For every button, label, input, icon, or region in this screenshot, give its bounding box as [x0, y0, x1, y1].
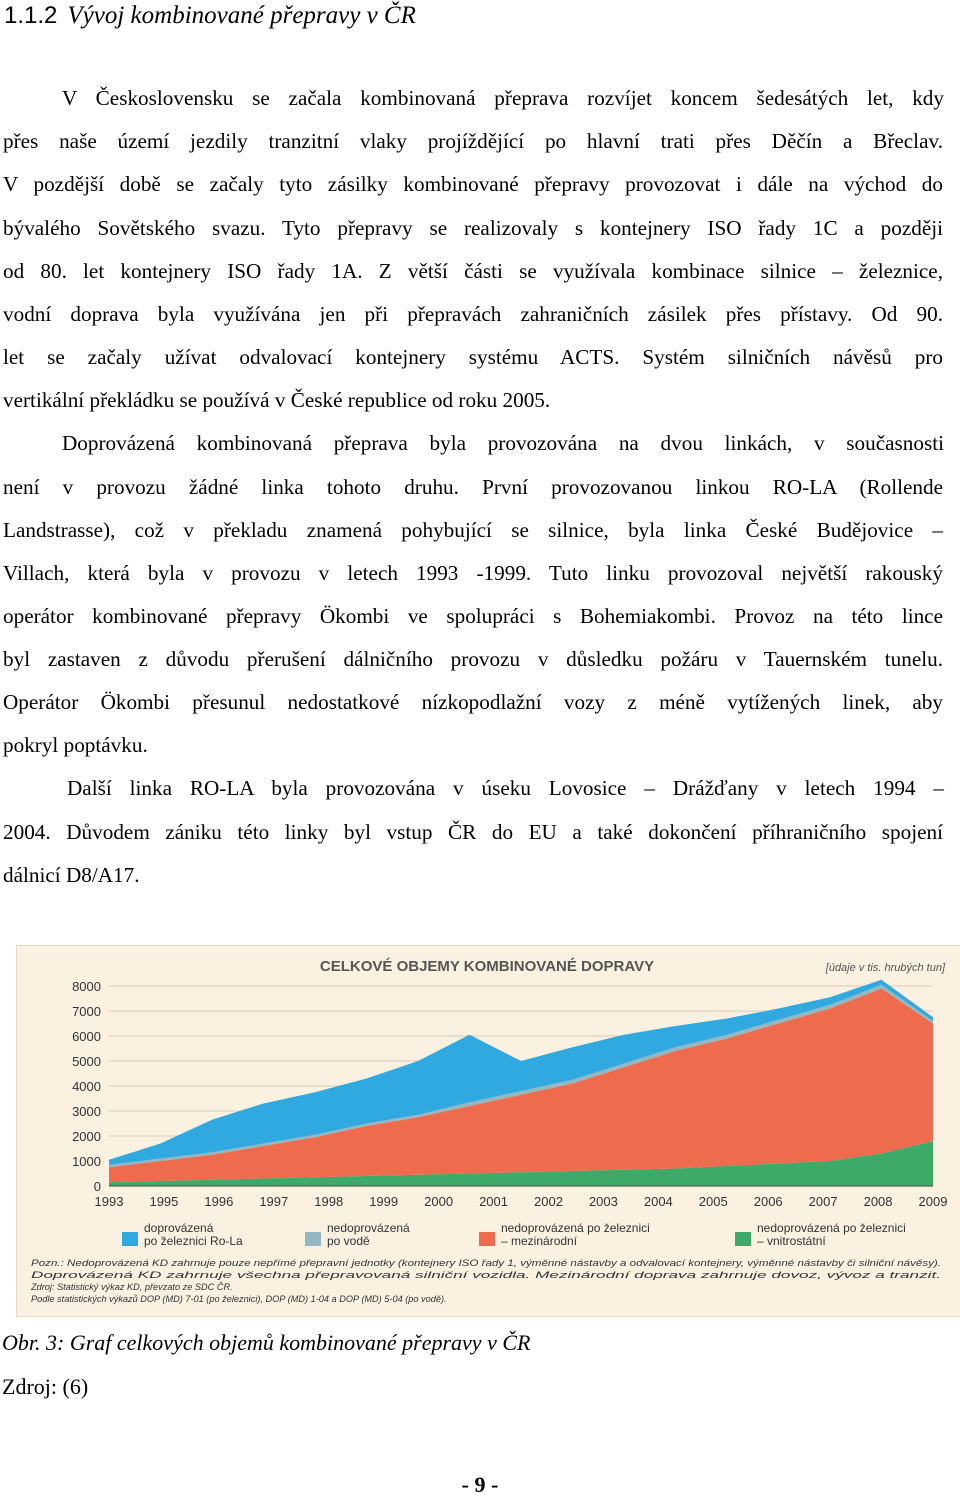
chart-note-line: Podle statistických výkazů DOP (MD) 7-01 (po železnici), DOP (MD) 1-04 a DOP (MD) 5-04 (po vodě). [31, 1294, 447, 1304]
section-number: 1.1.2 [4, 2, 58, 29]
x-tick-label: 2004 [643, 1194, 673, 1209]
legend-swatch [479, 1232, 495, 1246]
text-line: od 80. let kontejnery ISO řady 1A. Z větší části se využívala kombinace silnice – železnice, [3, 259, 943, 283]
area-chart [17, 946, 960, 1316]
text-line: byl zastaven z důvodu přerušení dálničního provozu v důsledku požáru v Tauernském tunelu. [3, 647, 943, 671]
legend-swatch [305, 1232, 321, 1246]
chart-note-line: Pozn.: Nedoprovázená KD zahrnuje pouze nepřímé přepravní jednotky (kontejnery ISO řady 1, výměnné nástavby a odvalovací kontejnery, výměnné nástavby či silniční návěsy). [31, 1258, 941, 1268]
x-tick-label: 2005 [698, 1194, 728, 1209]
x-tick-label: 2001 [479, 1194, 508, 1209]
text-line: V Československu se začala kombinovaná přeprava rozvíjet koncem šedesátých let, kdy [62, 86, 944, 110]
y-tick-label: 0 [93, 1179, 101, 1194]
chart-note-line: Zdroj: Statistický výkaz KD, převzato ze SDC ČR. [31, 1282, 233, 1292]
section-heading [4, 2, 416, 30]
text-line: Operátor Ökombi přesunul nedostatkové nízkopodlažní vozy z méně vytížených linek, aby [3, 690, 943, 714]
x-tick-label: 1996 [204, 1194, 234, 1209]
text-line: operátor kombinované přepravy Ökombi ve spolupráci s Bohemiakombi. Provoz na této lince [3, 604, 943, 628]
x-tick-label: 1998 [314, 1194, 344, 1209]
text-line: vodní doprava byla využívána jen při přepravách zahraničních zásilek přes přístavy. Od 90. [3, 302, 943, 326]
x-tick-label: 2007 [808, 1194, 838, 1209]
y-tick-label: 5000 [72, 1054, 101, 1069]
text-line: 2004. Důvodem zániku této linky byl vstup ČR do EU a také dokončení příhraničního spojení [3, 820, 943, 844]
figure-caption: Obr. 3: Graf celkových objemů kombinované přepravy v ČR [2, 1330, 531, 1355]
legend-label: doprovázená [144, 1221, 214, 1235]
text-line: přes naše území jezdily tranzitní vlaky projíždějící po hlavní trati přes Děčín a Břeclav. [3, 129, 943, 153]
page-number: - 9 - [461, 1472, 499, 1497]
x-tick-label: 2000 [424, 1194, 454, 1209]
text-line: bývalého Sovětského svazu. Tyto přepravy se realizovaly s kontejnery ISO řady 1C a později [3, 216, 943, 240]
chart-unit-note: [údaje v tis. hrubých tun] [825, 962, 945, 974]
y-tick-label: 3000 [72, 1104, 101, 1119]
text-line: vertikální překládku se používá v České republice od roku 2005. [3, 388, 551, 412]
x-tick-label: 1997 [259, 1194, 289, 1209]
legend-label: – mezinárodní [501, 1234, 578, 1248]
legend-label: nedoprovázená [327, 1221, 410, 1235]
y-tick-label: 6000 [72, 1029, 101, 1044]
text-line: Další linka RO-LA byla provozována v úseku Lovosice – Drážďany v letech 1994 – [67, 776, 944, 800]
legend-swatch [122, 1232, 138, 1246]
text-line: dálnicí D8/A17. [3, 863, 140, 887]
text-line: není v provozu žádné linka tohoto druhu. První provozovanou linkou RO-LA (Rollende [3, 475, 943, 499]
legend-label: nedoprovázená po železnici [757, 1221, 906, 1235]
legend-label: – vnitrostátní [757, 1234, 826, 1248]
text-line: let se začaly užívat odvalovací kontejnery systému ACTS. Systém silničních návěsů pro [3, 345, 943, 369]
x-tick-label: 2009 [918, 1194, 948, 1209]
x-tick-label: 2006 [753, 1194, 783, 1209]
chart-figure [16, 945, 960, 1317]
chart-title: CELKOVÉ OBJEMY KOMBINOVANÉ DOPRAVY [319, 958, 655, 975]
text-line: V pozdější době se začaly tyto zásilky kombinované přepravy provozovat i dále na východ do [3, 172, 943, 196]
chart-note-line: Doprovázená KD zahrnuje všechna přepravovaná silniční vozidla. Mezinárodní doprava zahrnuje dovoz, vývoz a tranzit. [31, 1270, 941, 1280]
section-title: Vývoj kombinované přepravy v ČR [67, 2, 416, 29]
text-line: pokryl poptávku. [3, 733, 148, 757]
y-tick-label: 2000 [72, 1129, 101, 1144]
legend-label: nedoprovázená po železnici [501, 1221, 650, 1235]
y-tick-label: 4000 [72, 1079, 101, 1094]
text-line: Doprovázená kombinovaná přeprava byla provozována na dvou linkách, v současnosti [62, 431, 944, 455]
y-tick-label: 7000 [72, 1004, 101, 1019]
y-tick-label: 1000 [72, 1154, 101, 1169]
x-tick-label: 2002 [534, 1194, 563, 1209]
x-tick-label: 1999 [369, 1194, 399, 1209]
figure-source: Zdroj: (6) [2, 1374, 89, 1399]
legend-label: po vodě [327, 1234, 370, 1248]
x-tick-label: 1995 [149, 1194, 179, 1209]
x-tick-label: 2008 [863, 1194, 893, 1209]
text-line: Villach, která byla v provozu v letech 1993 -1999. Tuto linku provozoval největší rakouský [3, 561, 943, 585]
legend-swatch [735, 1232, 751, 1246]
y-tick-label: 8000 [72, 979, 101, 994]
x-tick-label: 1993 [94, 1194, 124, 1209]
x-tick-label: 2003 [588, 1194, 618, 1209]
legend-label: po železnici Ro-La [144, 1234, 243, 1248]
text-line: Landstrasse), což v překladu znamená pohybující se silnice, byla linka České Budějovice – [3, 518, 943, 542]
